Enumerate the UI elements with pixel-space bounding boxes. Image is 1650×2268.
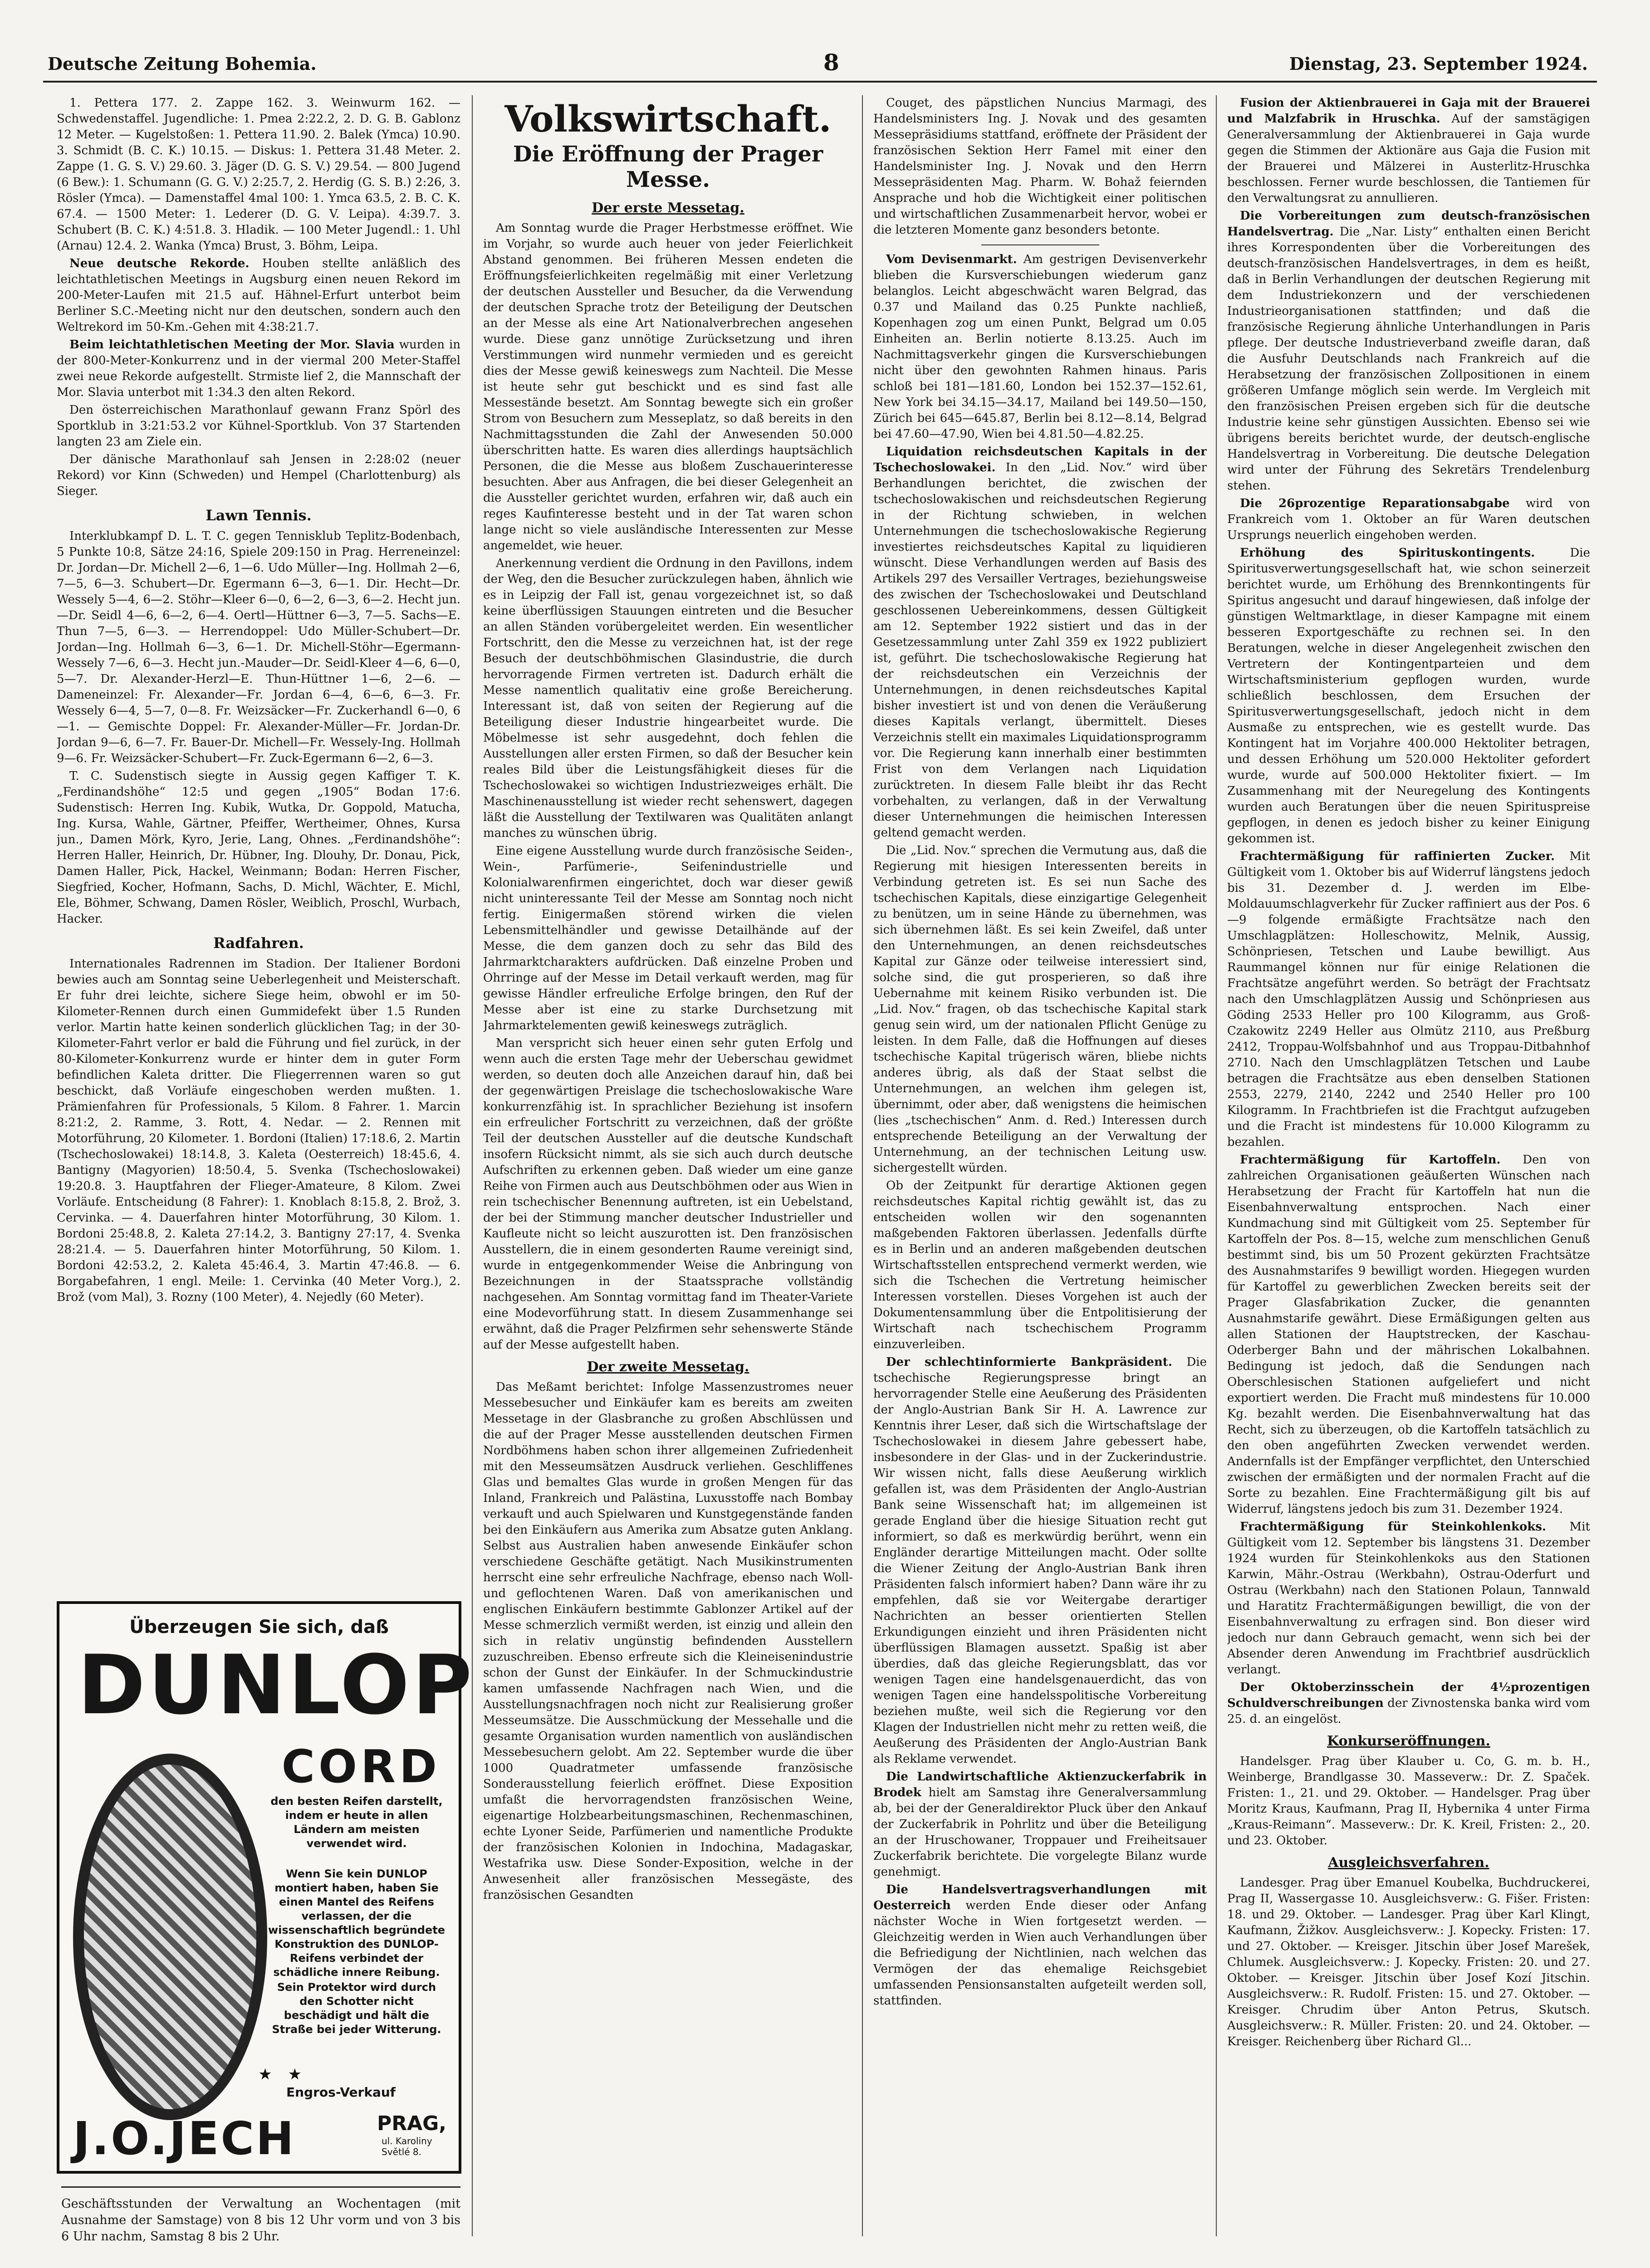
ad-tagline: Überzeugen Sie sich, daß: [129, 1617, 389, 1637]
marathon-text-2: Der dänische Marathonlauf sah Jensen in 2:28:02 (neuer Rekord) vor Kinn (Schweden) und Hempel (Charlottenburg) als Sieger.: [57, 453, 460, 498]
tennis-heading: Lawn Tennis.: [206, 507, 312, 524]
article-separator: [981, 244, 1099, 245]
ad-text-2: Wenn Sie kein DUNLOP montiert haben, haben Sie einen Mantel des Reifens verlassen, der die wissenschaftlich begründete Konstruktion des DUNLOP-Reifens verbindet der schädliche innere Reibung.: [268, 1867, 446, 1979]
reparation-heading: Die 26prozentige Reparationsabgabe: [1240, 497, 1510, 510]
tennis-text: Interklubkampf D. L. T. C. gegen Tennisklub Teplitz-Bodenbach, 5 Punkte 10:8, Sätze 24:16, Spiele 209:150 in Prag. Herreneinzel: Dr. Jordan—Dr. Michell 2—6, 1—6. Udo Müller—Ing. Hollmah 2—6, 7—5, 6—3. Schubert—Dr. Egermann 6—3, 6—1. Dir. Hecht—Dr. Wessely 5—4, 6—2. Stöhr—Kleer 6—0, 6—2, 6—3, 6—2. Hecht jun.—Dr. Seidl 4—6, 6—2, 6—4. Oertl—Hüttner 6—3, 7—5. Sachs—E. Thun 7—5, 6—3. — Herrendoppel: Udo Müller-Schubert—Dr. Jordan—Ing. Hollmah 6—3, 6—1. Dr. Michell-Stöhr—Egermann-Wessely 7—6, 6—3. Hecht jun.-Mauder—Dr. Seidl-Kleer 4—6, 6—0, 5—7. Dr. Alexander-Herzl—E. Thun-Hüttner 1—6, 2—6. — Dameneinzel: Fr. Alexander—Fr. Jordan 6—4, 6—6, 6—3. Fr. Wessely 6—4, 5—7, 0—8. Fr. Weizsäcker—Fr. Zuckerhandl 6—0, 6—1. — Gemischte Doppel: Fr. Alexander-Müller—Fr. Jordan-Dr. Jordan 9—6, 6—7. Fr. Bauer-Dr. Michell—Fr. Wessely-Ing. Hollmah 9—6. Fr. Weizsäcker-Schubert—Fr. Zuck-Egermann 6—2, 6—3.: [57, 529, 460, 765]
cycling-text: Internationales Radrennen im Stadion. Der Italiener Bordoni bewies auch am Sonntag seine Ueberlegenheit und Meisterschaft. Er fuhr drei leichte, sichere Siege heim, obwohl er im 50-Kilometer-Rennen durch einen Gummidefekt über 1.5 Runden verlor. Martin hatte keinen sonderlich glücklichen Tag; in der 30-Kilometer-Fahrt verlor er bald die Führung und fiel zurück, in der 80-Kilometer-Konkurrenz wurde er hinter dem in guter Form befindlichen Kaleta dritter. Die Fliegerrennen waren so gut beschickt, daß Vorläufe eingeschoben werden mußten. 1. Prämienfahren für Professionals, 5 Kilom. 8 Fahrer. 1. Marcin 8:21:2, 2. Ramme, 3. Rott, 4. Nedar. — 2. Rennen mit Motorführung, 20 Kilometer. 1. Bordoni (Italien) 17:18.6, 2. Martin (Tschechoslowakei) 18:14.8, 3. Kaleta (Oesterreich) 18:45.6, 4. Bantigny (Magyorien) 18:50.4, 5. Svenka (Tschechoslowakei) 19:20.8. 3. Hauptfahren der Flieger-Amateure, 8 Kilom. Zwei Vorläufe. Entscheidung (8 Fahrer): 1. Knoblach 8:15.8, 2. Brož, 3. Cervinka. — 4. Dauerfahren hinter Motorführung, 30 Kilom. 1. Bordoni 25:48.8, 2. Kaleta 27:14.2, 3. Bantigny 27:17, 4. Svenka 28:21.4. — 5. Dauerfahren hinter Motorführung, 50 Kilom. 1. Bordoni 42:53.2, 2. Kaleta 45:46.4, 3. Martin 47:46.8. — 6. Borgabefahren, 1 engl. Meile: 1. Cervinka (40 Meter Vorg.), 2. Brož (vom Mal), 3. Rozny (100 Meter), 4. Nejedly (60 Meter).: [57, 957, 460, 1304]
sports-column: [57, 95, 460, 1592]
ad-brand-logo: DUNLOP: [78, 1638, 475, 1733]
rekorde-heading: Neue deutsche Rekorde.: [69, 257, 250, 270]
coke-freight-text: Mit Gültigkeit vom 12. September bis längstens 31. Dezember 1924 wurden für Steinkohlenkoks aus den Stationen Karwin, Mähr.-Ostrau (Werkbahn), Ostrau-Oderfurt und Ostrau (Werkbahn) nach den Stationen Polaun, Tannwald und Haratitz Frachtermäßigungen bewilligt, die von der Eisenbahnverwaltung zu erfragen sind. Bon dieser wird jedoch nur dann Gebrauch gemacht, wenn sich bei der Absender deren Anwendung im Frachtbrief ausdrücklich verlangt.: [1227, 1520, 1590, 1677]
ad-product-name: CORD: [281, 1740, 441, 1793]
page-number: 8: [823, 49, 839, 76]
coupon-heading: Der Oktoberzinsschein der 4½prozentigen Schuldverschreibungen: [1227, 1681, 1590, 1710]
fusion-heading: Fusion der Aktienbrauerei in Gaja mit der Brauerei und Malzfabrik in Hruschka.: [1227, 96, 1590, 126]
article-paragraph: Ob der Zeitpunkt für derartige Aktionen gegen reichsdeutsches Kapital richtig gewählt ist, das zu entscheiden wollen wir den sogenannten maßgebenden Faktoren überlassen. Jedenfalls dürfte es in Berlin und an anderen maßgebenden deutschen Wirtschaftsstellen entsprechend vermerkt werden, wie sich die Tschechen die Vertretung heimischer Interessen vorstellen. Dieses Vorgehen ist auch der Dokumentensammlung über die Entpolitisierung der Wirtschaft nach tschechischem Programm einzuverleiben.: [873, 1179, 1207, 1351]
reparation-text: wird von Frankreich vom 1. Oktober an für Waren deutschen Ursprungs neuerlich eingehoben werden.: [1227, 497, 1590, 542]
bank-text: Die tschechische Regierungspresse bringt an hervorragender Stelle eine Aeußerung des Präsidenten der Anglo-Austrian Bank Sir H. A. Lawrence zur Kenntnis ihrer Leser, daß sich die Wirtschaftslage der Tschechoslowakei in diesem Jahre gebessert habe, insbesondere in der Glas- und in der Zuckerindustrie. Wir wissen nicht, falls diese Aeußerung wirklich gefallen ist, was dem Präsidenten der Anglo-Austrian Bank seine Wissenschaft hat; im allgemeinen ist gerade England über die hiesige Situation recht gut informiert, so daß es merkwürdig berührt, wenn ein Engländer derartige Mitteilungen macht. Oder sollte die Wiener Zeitung der Anglo-Austrian Bank ihren Präsidenten falsch informiert haben? Dann wäre ihr zu empfehlen, daß sie vor Weitergabe derartiger Nachrichten an besser orientierten Stellen Erkundigungen einzieht und ihren Präsidenten nicht überflüssigen Blamagen aussetzt. Spaßig ist aber überdies, daß das gleiche Regierungsblatt, das vor wenigen Tagen eine handelsgenauerdicht, das von wenigen Tagen eine handelsspolitische Vorbereitung beziehen mußte, weil sich die Regierung vor den Klagen der Industriellen nicht mehr zu retten weiß, die Aeußerung des Präsidenten der Anglo-Austrian Bank als Reklame verwendet.: [873, 1355, 1207, 1766]
devisen-heading: Vom Devisenmarkt.: [886, 253, 1017, 266]
sugar-factory-text: hielt am Samstag ihre Generalversammlung ab, bei der der Generaldirektor Pluck über den Ankauf der Zuckerfabrik in Pohrlitz und über die Beteiligung an der Hruschowaner, Troppauer und Freiheitsauer Zuckerfabrik berichtete. Die vorgelegte Bilanz wurde genehmigt.: [873, 1786, 1207, 1879]
ad-star-divider: ★ ★: [259, 2067, 308, 2082]
trade-negotiations-heading: Die Handelsvertragsverhandlungen mit Oesterreich: [873, 1883, 1207, 1912]
settlement-heading: Ausgleichsverfahren.: [1328, 1855, 1489, 1871]
rekorde-text: Houben stellte anläßlich des leichtathletischen Meetings in Augsburg einen neuen Rekord im 200-Meter-Laufen mit 21.5 auf. Hähnel-Erfurt unterbot beim Berliner S.C.-Meeting nicht nur den deutschen, sondern auch den Weltrekord im 50-Km.-Gehen mit 4:38:21.7.: [57, 257, 460, 334]
header-rule: [43, 81, 1597, 83]
bankruptcy-text: Handelsger. Prag über Klauber u. Co, G. m. b. H., Weinberge, Brandlgasse 30. Masseverw.: Dr. Z. Spaček. Fristen: 1., 21. und 29. Oktober. — Handelsger. Prag über Moritz Kraus, Kaufmann, Prag II, Hybernika 4 unter Firma „Kraus-Reimann“. Masseverw.: Dr. K. Kreil, Fristen: 2., 20. und 23. Oktober.: [1227, 1755, 1590, 1848]
ad-text-1: den besten Reifen darstellt, indem er heute in allen Ländern am meisten verwendet wird.: [270, 1795, 443, 1850]
ad-address: ul. Karoliny Světlé 8.: [382, 2136, 432, 2157]
trade-negotiations-text: werden Ende dieser oder Anfang nächster Woche in Wien fortgesetzt werden. — Gleichzeitig werden in Wien auch Verhandlungen über die Befriedigung der Nichtlinien, nach welchen das Vermögen der das ehemalige Reichsgebiet umfassenden Pensionsanstalten aufgeteilt werden soll, stattfinden.: [873, 1899, 1207, 2008]
column-divider: [862, 95, 863, 2236]
liquidation-heading: Liquidation reichsdeutschen Kapitals in der Tschechoslowakei.: [873, 445, 1207, 474]
office-hours-notice: Geschäftsstunden der Verwaltung an Wochentagen (mit Ausnahme der Samstage) von 8 bis 12 Uhr vorm und von 3 bis 6 Uhr nachm, Samstag 8 bis 2 Uhr.: [61, 2186, 460, 2245]
article-paragraph: Am Sonntag wurde die Prager Herbstmesse eröffnet. Wie im Vorjahr, so wurde auch heuer von jeder Feierlichkeit Abstand genommen. Bei früheren Messen endeten die Eröffnungsfeierlichkeiten regelmäßig mit einer Verletzung der deutschen Aussteller und Besucher, da die Verwendung der deutschen Sprache trotz der Beteiligung der Deutschen an der Messe als eine Art Nationalverbrechen angesehen wurde. Diese ganz unnötige Zurücksetzung und ihren Verstimmungen wird nunmehr vermieden und es gereicht dies der Messe gewiß keineswegs zum Nachteil. Die Messe ist heute sehr gut beschickt und es sind fast alle Messestände besetzt. Am Sonntag bewegte sich ein großer Strom von Besuchern zum Messeplatz, so daß bereits in den Nachmittagsstunden die Zahl der Anwesenden 50.000 überschritten hatte. Es waren dies allerdings hauptsächlich Personen, die die Messe aus bloßem Zuschauerinteresse besuchten. Aber aus Anfragen, die bei dieser Gelegenheit an die Aussteller gerichtet wurden, erfahren wir, daß auch ein reges Kaufinteresse besteht und in der Tat waren schon lange nicht so viele ausländische Interessenten zur Messe angemeldet, wie heuer.: [483, 221, 853, 552]
spirits-heading: Erhöhung des Spirituskontingents.: [1240, 546, 1535, 560]
slavia-heading: Beim leichtathletischen Meeting der Mor. Slavia: [69, 338, 395, 352]
dunlop-advertisement: [57, 1601, 475, 2174]
issue-date: Dienstag, 23. September 1924.: [1289, 54, 1588, 74]
ad-city: PRAG,: [377, 2112, 447, 2135]
devisen-text: Am gestrigen Devisenverkehr blieben die Kursverschiebungen wiederum ganz belanglos. Leicht abgeschwächt waren Belgrad, das 0.37 und Mailand das 0.25 Punkte nachließ, Kopenhagen zog um einen Punkt, Belgrad um 0.05 Einheiten an. Berlin notierte 8.13.25. Auch im Nachmittagsverkehr gingen die Kursverschiebungen nicht über den gewohnten Rahmen hinaus. Paris schloß bei 181—181.60, London bei 152.37—152.61, New York bei 34.15—34.17, Mailand bei 149.50—150, Zürich bei 645—645.87, Berlin bei 8.12—8.14, Belgrad bei 47.60—47.90, Wien bei 4.81.50—4.82.25.: [873, 253, 1207, 441]
newspaper-page: [43, 27, 1597, 2268]
tyre-illustration-icon: [73, 1754, 267, 2120]
marathon-text: Den österreichischen Marathonlauf gewann Franz Spörl des Sportklub in 3:21:53.2 vor Kühnel-Sportklub. Von 37 Startenden langten 23 am Ziele ein.: [57, 403, 460, 449]
article-title: Die Eröffnung der Prager Messe.: [513, 142, 823, 192]
page-header: [43, 49, 1597, 81]
newspaper-name: Deutsche Zeitung Bohemia.: [48, 54, 317, 74]
article-paragraph: Das Meßamt berichtet: Infolge Massenzustromes neuer Messebesucher und Einkäufer kam es bereits am zweiten Messetage in der Glasbranche zu großen Abschlüssen und die auf der Prager Messe ausstellenden deutschen Firmen Nordböhmens haben schon ihrer allgemeinen Zufriedenheit mit den Messeumsätzen Ausdruck verliehen. Geschliffenes Glas und bemaltes Glas wurde in großen Mengen für das Inland, Frankreich und Palästina, Luxusstoffe nach Bombay verkauft und auch Spielwaren und Kunstgegenstände fanden bei den Einkäufern aus Amerika zum Absatze guten Anklang. Selbst aus Australien haben anwesende Einkäufer schon verschiedene Geschäfte getätigt. Nach Musikinstrumenten herrscht eine sehr erfreuliche Nachfrage, ebenso nach Woll- und geflochtenen Waren. Daß von amerikanischen und englischen Einkäufern bestimmte Gablonzer Artikel auf der Messe schmerzlich vermißt werden, ist einzig und allein den sich in relativ ungünstig befindenden Ausstellern zuzuschreiben. Ebenso erfreute sich die Kleineisenindustrie schon der Gunst der Einkäufer. In der Schmuckindustrie kamen umfassende Nachfragen nach Wien, und die Ausstellungsnachfragen noch nicht zur Realisierung großer Messeumsätze. Die Ausschmückung der Messehalle und die gesamte Organisation wurden namentlich von ausländischen Messebesuchern gelobt. Am 22. September wurde die über 1000 Quadratmeter umfassende französische Sonderausstellung feierlich eröffnet. Diese Exposition umfaßt die hervorragendsten französischen Weine, eigenartige Holzbearbeitungsmaschinen, Rechenmaschinen, echte Lyoner Seide, Parfümerien und namentliche Produkte der französischen Kolonien in Indochina, Madagaskar, Westafrika usw. Diese Sonder-Exposition, welche in der Anwesenheit aller französischen Messegäste, des französischen Gesandten: [483, 1380, 853, 1902]
spirits-text: Die Spiritusverwertungsgesellschaft hat, wie schon seinerzeit berichtet wurde, um Erhöhung des Brennkontingents für Spiritus angesucht und darauf hingewiesen, daß infolge der günstigen Weltmarktlage, in dieser Kampagne mit einem besseren Exportgeschäfte zu rechnen sei. In den Beratungen, welche in dieser Angelegenheit zwischen den Vertretern der Kontingentparteien und dem Wirtschaftsministerium gepflogen wurden, wurde schließlich beschlossen, dem Ersuchen der Spiritusverwertungsgesellschaft, jedoch nicht in dem Ausmaße zu entsprechen, wie es gestellt wurde. Das Kontingent hat im Vorjahre 400.000 Hektoliter betragen, und dessen Erhöhung um 520.000 Hektoliter gefordert wurde, wurde auf 500.000 Hektoliter fixiert. — Im Zusammenhang mit der Neuregelung des Kontingents wurden auch Beratungen über die neuen Spirituspreise gepflogen, in denen es jedoch bisher zu keiner Einigung gekommen ist.: [1227, 546, 1590, 846]
column-divider: [1216, 95, 1217, 2236]
article-paragraph: Eine eigene Ausstellung wurde durch französische Seiden-, Wein-, Parfümerie-, Seifenindustrielle und Kolonialwarenfirmen eingerichtet, doch war dieser gewiß nicht uninteressante Teil der Messe am Sonntag noch nicht fertig. Einigermaßen störend wirken die vielen Lebensmittelhändler und gewisse Detailhände auf der Messe, die dem ganzen doch zu sehr das Bild des Jahrmarktcharakters aufdrücken. Daß einzelne Proben und Ohrringe auf der Messe im Detail verkauft werden, mag für gewisse Händler erfreuliche Erfolge bringen, den Ruf der Messe aber ist eine zu starke Durchsetzung mit Jahrmarktelementen gewiß keineswegs zuträglich.: [483, 844, 853, 1032]
trade-treaty-text: Die „Nar. Listy“ enthalten einen Bericht ihres Korrespondenten über die Vorbereitungen des deutsch-französischen Handelsvertrages, in dem es heißt, daß in Berlin Verhandlungen der deutschen Regierung mit dem Industriekonzern und der verschiedenen Industrieorganisationen stattfinden; und daß die französische Regierung ähnliche Unterhandlungen in Paris pflege. Der deutsche Industrieverband zweifle daran, daß die Ausfuhr Deutschlands nach Frankreich auf die Herabsetzung der französischen Zollpositionen in einem größeren Umfange möglich sein werde. Im Vergleich mit den französischen Preisen ergeben sich für die deutsche Industrie keine sehr günstigen Aussichten. Ebenso sei wie übrigens bereits berichtet wurde, der deutsch-englische Handelsvertrag in Vorbereitung. Die deutsche Delegation wird unter der Führung des Sekretärs Trendelenburg stehen.: [1227, 225, 1590, 493]
ad-text-3: Sein Protektor wird durch den Schotter nicht beschädigt und hält die Straße bei jeder Witterung.: [272, 1981, 441, 2036]
trade-treaty-heading: Die Vorbereitungen zum deutsch-französischen Handelsvertrag.: [1227, 209, 1590, 239]
sugar-freight-text: Mit Gültigkeit vom 1. Oktober bis auf Widerruf längstens jedoch bis 31. Dezember d. J. werden im Elbe-Moldauumschlagverkehr für Zucker raffiniert aus der Pos. 6—9 folgende ermäßigte Frachtsätze nach den Umschlagplätzen: Holleschowitz, Melnik, Aussig, Schönpriesen, Tetschen und Laube bewilligt. Aus Raummangel können nur für einige Relationen die Frachtsätze angeführt werden. So beträgt der Frachtsatz nach den Umschlagplätzen Aussig und Schönpriesen aus Göding 2533 Heller pro 100 Kilogramm, aus Groß-Czakowitz 2249 Heller aus Olmütz 2110, aus Preßburg 2412, Troppau-Wolfsbahnhof und aus Troppau-Ditbahnhof 2710. Nach den Umschlagplätzen Tetschen und Laube betragen die Frachtsätze aus eben denselben Stationen 2553, 2279, 2140, 2242 und 2540 Heller pro 100 Kilogramm. In Frachtbriefen ist die Frachtgut aufzugeben und die Fracht ist mindestens für 10.000 Kilogramm zu bezahlen.: [1227, 850, 1590, 1149]
settlement-text: Landesger. Prag über Emanuel Koubelka, Buchdruckerei, Prag II, Wassergasse 10. Ausgleichsverw.: G. Fišer. Fristen: 18. und 29. Oktober. — Landesger. Prag über Karl Klingt, Kaufmann, Žižkov. Ausgleichsverw.: J. Kopecky. Fristen: 17. und 27. Oktober. — Kreisger. Jitschin über Josef Marešek, Chlumek. Ausgleichsverw.: J. Kopecky. Fristen: 20. und 27. Oktober. — Kreisger. Jitschin über Josef Kozí Jitschin. Ausgleichsverw.: R. Rudolf. Fristen: 15. und 27. Oktober. — Kreisger. Chrudim über Anton Petrus, Skutsch. Ausgleichsverw.: R. Müller. Fristen: 20. und 24. Oktober. — Kreisger. Reichenberg über Richard Gl...: [1227, 1876, 1590, 2048]
article-paragraph: Man verspricht sich heuer einen sehr guten Erfolg und wenn auch die ersten Tage mehr der Ueberschau gewidmet werden, so deuten doch alle Anzeichen darauf hin, daß bei der gegenwärtigen Preislage die tschechoslowakische Ware konkurrenzfähig ist. In sprachlicher Beziehung ist insofern ein erfreulicher Fortschritt zu verzeichnen, daß der größte Teil der deutschen Aussteller auf die deutsche Kundschaft insofern Rücksicht nimmt, als sie sich auch durch deutsche Aufschriften zu erkennen geben. Daß wieder um eine ganze Reihe von Firmen auch aus Deutschböhmen oder aus Wien in rein tschechischer Benennung auftreten, ist ein Uebelstand, der bei der Stimmung mancher deutscher Industrieller und Kaufleute nicht so leicht auszurotten ist. Den französischen Ausstellern, die in einem gesonderten Raume vereinigt sind, wurde in entgegenkommender Weise die Anbringung von Bezeichnungen in der Staatssprache vollständig nachgesehen. Am Sonntag vormittag fand im Theater-Variete eine Modevorführung statt. In diesem Zusammenhange sei erwähnt, daß die Prager Pelzfirmen sehr sehenswerte Stände auf der Messe aufgestellt haben.: [483, 1036, 853, 1352]
liquidation-text: In den „Lid. Nov.“ wird über Berhandlungen berichtet, die zwischen der tschechoslowakischen und reichsdeutschen Regierung in der Richtung schwieben, in welchen Unternehmungen die tschechoslowakische Regierung investiertes reichsdeutsches Kapital zu liquidieren wünscht. Diese Verhandlungen werden auf Basis des Artikels 297 des Versailler Vertrages, beziehungsweise des zwischen der Tschechoslowakei und Deutschland geschlossenen Uebereinkommens, dessen Gültigkeit am 12. September 1922 sistiert und das in der Gesetzessammlung unter Zahl 359 ex 1922 publiziert ist, geführt. Die tschechoslowakische Regierung hat der reichsdeutschen ein Verzeichnis der Unternehmungen, in denen reichsdeutsches Kapital bisher investiert ist und von denen die Veräußerung dieses Kapitals verlangt, übermittelt. Dieses Verzeichnis stellt ein maximales Liquidationsprogramm vor. Die Regierung kann innerhalb einer bestimmten Frist von dem Verlangen nach Liquidation zurücktreten. In diesem Falle bleibt ihr das Recht vorbehalten, zu verlangen, daß in der Verwaltung dieser Unternehmungen die heimischen Interessen geltend gemacht werden.: [873, 461, 1207, 840]
athletics-results: 1. Pettera 177. 2. Zappe 162. 3. Weinwurm 162. — Schwedenstaffel. Jugendliche: 1. Pmea 2:22.2, 2. D. G. B. Gablonz 12 Meter. — Kugelstoßen: 1. Pettera 11.90. 2. Balek (Ymca) 10.90. 3. Schmidt (B. C. K.) 10.15. — Diskus: 1. Pettera 31.48 Meter. 2. Zappe (1. G. S. V.) 29.60. 3. Jäger (D. G. S. V.) 29.54. — 800 Jugend (6 Bew.): 1. Schumann (G. G. V.) 2:25.7, 2. Herdig (G. S. B.) 2:26, 3. Rösler (Ymca). — Damenstaffel 4mal 100: 1. Ymca 63.5, 2. B. C. K. 67.4. — 1500 Meter: 1. Lederer (D. G. V. Leipa). 4:39.7. 3. Schubert (B. C. K.) 4:51.8. 3. Hladik. — 100 Meter Jugendl.: 1. Uhl (Arnau) 12.4. 2. Wanka (Ymca) Brust, 3. Böhm, Leipa.: [57, 96, 460, 253]
bankruptcy-heading: Konkurseröffnungen.: [1327, 1733, 1490, 1749]
sugar-freight-heading: Frachtermäßigung für raffinierten Zucker.: [1240, 850, 1555, 863]
slavia-text: wurden in der 800-Meter-Konkurrenz und in der viermal 200 Meter-Staffel zwei neue Rekorde aufgestellt. Strmiste lief 2, die Mannschaft der Mor. Slavia unterbot mit 1:34.3 den alten Rekord.: [57, 338, 460, 399]
column-divider: [472, 95, 473, 2236]
first-day-heading: Der erste Messetag.: [592, 200, 744, 216]
article-paragraph: Couget, des päpstlichen Nuncius Marmagi, des Handelsministers Ing. J. Novak und des gesamten Messepräsidiums stattfand, eröffnete der Präsident der französischen Sektion Herr Famel mit einer den Handelsminister Ing. J. Novak und den Herrn Messepräsidenten Mag. Pharm. W. Bohaž feiernden Ansprache und hob die Wichtigkeit einer politischen und wirtschaftlichen Zusammenarbeit hervor, wobei er die letzteren Momente ganz besonders betonte.: [873, 96, 1207, 237]
potato-freight-heading: Frachtermäßigung für Kartoffeln.: [1240, 1153, 1501, 1167]
article-paragraph: Anerkennung verdient die Ordnung in den Pavillons, indem der Weg, den die Besucher zurückzulegen haben, ähnlich wie es in Leipzig der Fall ist, genau vorgezeichnet ist, so daß keine überflüssigen Stauungen eintreten und die Besucher an allen Ständen vorübergeleitet werden. Ein wesentlicher Fortschritt, den die Messe zu verzeichnen hat, ist der rege Besuch der deutschböhmischen Glasindustrie, die durch hervorragende Firmen vertreten ist. Dadurch erhält die Messe namentlich qualitativ eine große Bereicherung. Interessant ist, daß von seiten der Regierung auf die Beteiligung dieser Industrie hingearbeitet wurde. Die Möbelmesse ist sehr ausgedehnt, doch fehlen die Ausstellungen aller ersten Firmen, so daß der Besucher kein reales Bild über die Leistungsfähigkeit dieses für die Tschechoslowakei so wichtigen Industriezweiges erhält. Die Maschinenausstellung ist wieder recht sehenswert, dagegen läßt die Ausstellung der Textilwaren was Qualitäten anlangt manches zu wünschen übrig.: [483, 557, 853, 840]
potato-freight-text: Den von zahlreichen Organisationen geäußerten Wünschen nach Herabsetzung der Fracht für Kartoffeln hat nun die Eisenbahnverwaltung entsprochen. Nach einer Kundmachung sind mit Gültigkeit vom 25. September für Kartoffeln der Pos. 8—15, welche zum menschlichen Genuß bestimmt sind, bis um 50 Prozent gekürzten Frachtsätze des Ausnahmstarifes 9 bewilligt worden. Hiegegen wurden für Kartoffel zu gewerblichen Zwecken bereits seit der Prager Glasfabrikation Zucker, die genannten Ausnahmstarife gewährt. Diese Ermäßigungen gelten aus allen Stationen der Hauptstrecken, der Kaschau-Oderberger Bahn und der mährischen Lokalbahnen. Bedingung ist jedoch, daß die Sendungen nach Oberschlesischen Stationen aufgeliefert und nicht exportiert werden. Die Fracht muß mindestens für 10.000 Kg. bezahlt werden. Die Eisenbahnverwaltung hat das Recht, sich zu überzeugen, ob die Kartoffeln tatsächlich zu den oben angeführten Zwecken verwendet werden. Andernfalls ist der Empfänger verpflichtet, den Unterschied zwischen der ermäßigten und der normalen Fracht auf die Sorte zu bezahlen. Eine Frachtermäßigung gilt bis auf Widerruf, längstens jedoch bis zum 31. Dezember 1924.: [1227, 1153, 1590, 1516]
tennis-text-2: T. C. Sudenstisch siegte in Aussig gegen Kaffiger T. K. „Ferdinandshöhe“ 12:5 und gegen „1905“ Bodan 17:6. Sudenstisch: Herren Ing. Kubik, Wutka, Dr. Goppold, Matucha, Ing. Kursa, Wahle, Gärtner, Pfeiffer, Wertheimer, Ohnes, Kursa jun., Damen Mörk, Kyro, Jerie, Lang, Ohnes. „Ferdinandshöhe“: Herren Haller, Heinrich, Dr. Hübner, Ing. Dlouhy, Dr. Donau, Pick, Damen Haller, Pick, Hackel, Weinmann; Bodan: Herren Fischer, Siegfried, Kocher, Hofmann, Sachs, D. Michl, Wächter, E. Michl, Ele, Böhmer, Schwang, Damen Rösler, Weiblich, Proschl, Wurbach, Hacker.: [57, 769, 460, 926]
ad-company-name: J.O.JECH: [73, 2112, 296, 2165]
coke-freight-heading: Frachtermäßigung für Steinkohlenkoks.: [1240, 1520, 1547, 1534]
coupon-text: der Zivnostenska banka wird vom 25. d. an eingelöst.: [1227, 1696, 1590, 1726]
finance-column: [873, 95, 1207, 2236]
bank-heading: Der schlechtinformierte Bankpräsident.: [886, 1355, 1172, 1369]
cycling-heading: Radfahren.: [213, 934, 304, 952]
article-paragraph: Die „Lid. Nov.“ sprechen die Vermutung aus, daß die Regierung mit hiesigen Interessenten bereits in Verbindung getreten ist. Es sei nun Sache des tschechischen Kapitals, diese einzigartige Gelegenheit zu benützen, um in seine Hände zu übernehmen, was sich übernehmen läßt. Es sei kein Zweifel, daß unter den Unternehmungen, an denen reichsdeutsches Kapital zur Gänze oder teilweise interessiert sind, solche sind, die gut prosperieren, so daß ihre Uebernahme mit keinem Risiko verbunden ist. Die „Lid. Nov.“ fragen, ob das tschechische Kapital stark genug sein wird, um der nationalen Pflicht Genüge zu leisten. In dem Falle, daß die Hoffnungen auf dieses tschechische Kapital trügerisch wären, bliebe nichts anderes übrig, als daß der Staat selbst die Unternehmungen, an welchen ihm gelegen ist, übernimmt, oder aber, daß wenigstens die heimischen (lies „tschechischen“ Anm. d. Red.) Interessen durch entsprechende Beteiligung an der Verwaltung der Unternehmung, an der technischen Leitung usw. sichergestellt würden.: [873, 844, 1207, 1175]
sugar-factory-heading: Die Landwirtschaftliche Aktienzuckerfabrik in Brodek: [873, 1770, 1207, 1799]
ad-engros-label: Engros-Verkauf: [286, 2085, 396, 2100]
fusion-text: Auf der samstägigen Generalversammlung der Aktienbrauerei in Gaja wurde gegen die Stimmen der Aktionäre aus Gaja die Fusion mit der Brauerei und Mälzerei in Austerlitz-Hruschka beschlossen. Ferner wurde beschlossen, die Tantiemen für den Verwaltungsrat zu annullieren.: [1227, 112, 1590, 205]
economy-column: [483, 95, 853, 2236]
business-news-column: [1227, 95, 1590, 2236]
section-title: Volkswirtschaft.: [504, 98, 832, 140]
second-day-heading: Der zweite Messetag.: [587, 1359, 749, 1375]
